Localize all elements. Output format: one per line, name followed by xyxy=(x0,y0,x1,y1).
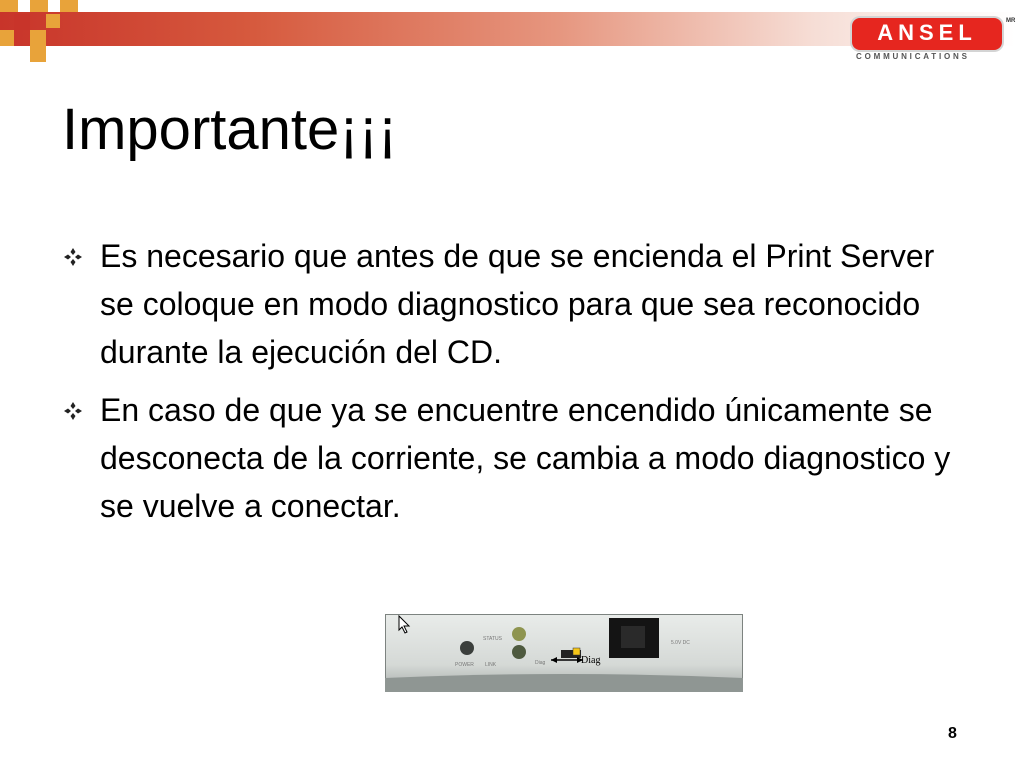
logo-subtitle: COMMUNICATIONS xyxy=(856,52,970,61)
svg-text:LINK: LINK xyxy=(485,662,497,668)
diamond-bullet-icon xyxy=(62,246,84,268)
ansel-logo xyxy=(852,18,1016,64)
bullet-text: En caso de que ya se encuentre encendido únicamente se desconecta de la corriente, se cambia a modo diagnostico y se vuelve a conectar. xyxy=(100,392,951,524)
logo-trademark: MR xyxy=(1006,18,1016,24)
svg-text:5.0V DC: 5.0V DC xyxy=(671,640,690,646)
svg-text:Diag: Diag xyxy=(535,660,546,666)
diag-label: Diag xyxy=(581,655,601,666)
device-image xyxy=(385,614,743,692)
diamond-bullet-icon xyxy=(62,400,84,422)
slide-title: Importante¡¡¡ xyxy=(62,97,398,162)
svg-text:STATUS: STATUS xyxy=(483,636,502,642)
page-number: 8 xyxy=(948,725,957,742)
logo-name: ANSEL xyxy=(877,20,977,45)
svg-text:POWER: POWER xyxy=(455,662,474,668)
bullet-item xyxy=(62,232,962,376)
print-server-photo xyxy=(385,614,743,692)
bullet-text: Es necesario que antes de que se encienda el Print Server se coloque en modo diagnostico para que sea reconocido durante la ejecución del CD. xyxy=(100,238,935,370)
bullet-list xyxy=(62,232,962,540)
bullet-item xyxy=(62,386,962,530)
